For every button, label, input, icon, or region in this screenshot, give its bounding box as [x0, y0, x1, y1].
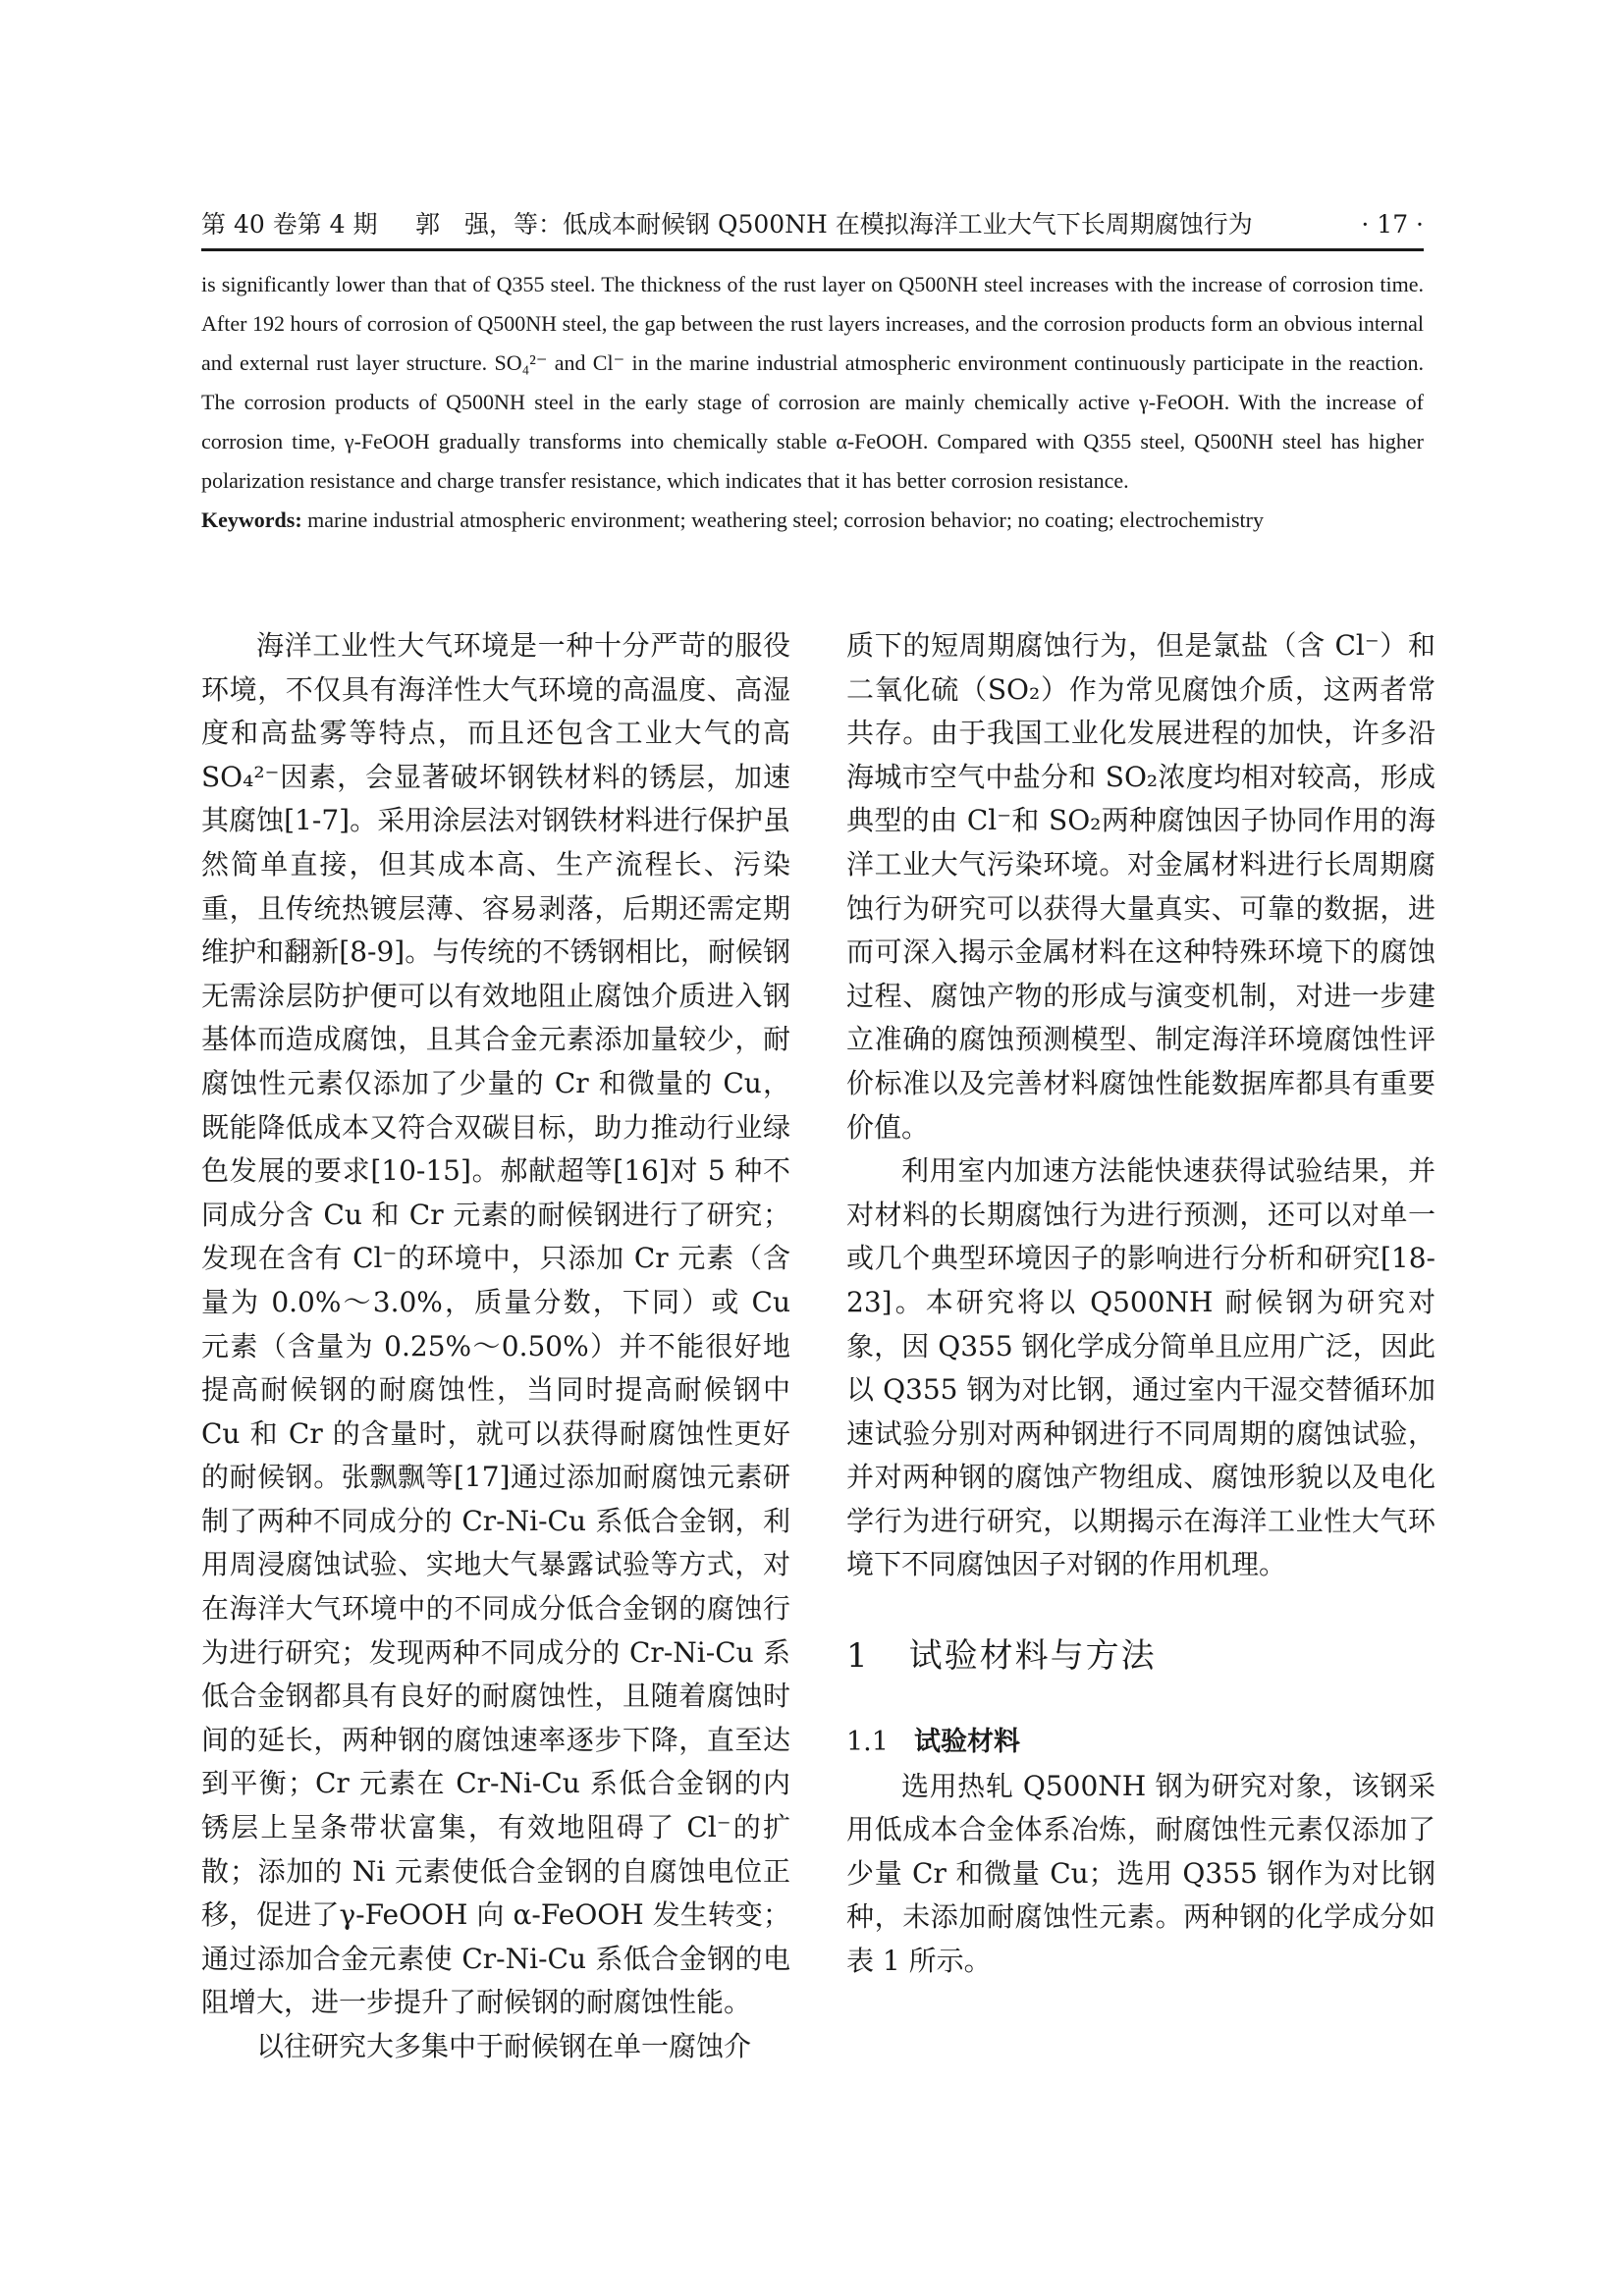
materials-paragraph: 选用热轧 Q500NH 钢为研究对象，该钢采用低成本合金体系冶炼，耐腐蚀性元素仅添加了少量 Cr 和微量 Cu；选用 Q355 钢作为对比钢种，未添加耐腐蚀性元素。两种钢的化学成分如表 1 所示。 — [846, 1769, 1435, 1978]
subsection-heading — [846, 1721, 1435, 1765]
left-column — [201, 624, 790, 2069]
intro-paragraph-3: 利用室内加速方法能快速获得试验结果，并对材料的长期腐蚀行为进行预测，还可以对单一或几个典型环境因子的影响进行分析和研究[18-23]。本研究将以 Q500NH 耐候钢为研究对象，因 Q355 钢化学成分简单且应用广泛，因此以 Q355 钢为对比钢，通过室内干湿交替循环加速试验分别对两种钢进行不同周期的腐蚀试验，并对两种钢的腐蚀产物组成、腐蚀形貌以及电化学行为进行研究，以期揭示在海洋工业性大气环境下不同腐蚀因子对钢的作用机理。 — [846, 1154, 1435, 1581]
keywords-text: marine industrial atmospheric environment; weathering steel; corrosion behavior; no coating; electrochemistry — [307, 507, 1264, 532]
section-heading — [846, 1634, 1435, 1678]
running-title: 郭 强，等：低成本耐候钢 Q500NH 在模拟海洋工业大气下长周期腐蚀行为 — [415, 210, 1253, 239]
journal-volume-issue: 第 40 卷第 4 期 — [201, 210, 378, 239]
intro-paragraph-1: 海洋工业性大气环境是一种十分严苛的服役环境，不仅具有海洋性大气环境的高温度、高湿度和高盐雾等特点，而且还包含工业大气的高 SO₄²⁻因素，会显著破坏钢铁材料的锈层，加速其腐蚀[1-7]。采用涂层法对钢铁材料进行保护虽然简单直接，但其成本高、生产流程长、污染重，且传统热镀层薄、容易剥落，后期还需定期维护和翻新[8-9]。与传统的不锈钢相比，耐候钢无需涂层防护便可以有效地阻止腐蚀介质进入钢基体而造成腐蚀，且其合金元素添加量较少，耐腐蚀性元素仅添加了少量的 Cr 和微量的 Cu，既能降低成本又符合双碳目标，助力推动行业绿色发展的要求[10-15]。郝献超等[16]对 5 种不同成分含 Cu 和 Cr 元素的耐候钢进行了研究；发现在含有 Cl⁻的环境中，只添加 Cr 元素（含量为 0.0%～3.0%，质量分数，下同）或 Cu 元素（含量为 0.25%～0.50%）并不能很好地提高耐候钢的耐腐蚀性，当同时提高耐候钢中 Cu 和 Cr 的含量时，就可以获得耐腐蚀性更好的耐候钢。张飘飘等[17]通过添加耐腐蚀元素研制了两种不同成分的 Cr-Ni-Cu 系低合金钢，利用周浸腐蚀试验、实地大气暴露试验等方式，对在海洋大气环境中的不同成分低合金钢的腐蚀行为进行研究；发现两种不同成分的 Cr-Ni-Cu 系低合金钢都具有良好的耐腐蚀性，且随着腐蚀时间的延长，两种钢的腐蚀速率逐步下降，直至达到平衡；Cr 元素在 Cr-Ni-Cu 系低合金钢的内锈层上呈条带状富集，有效地阻碍了 Cl⁻的扩散；添加的 Ni 元素使低合金钢的自腐蚀电位正移，促进了γ-FeOOH 向 α-FeOOH 发生转变；通过添加合金元素使 Cr-Ni-Cu 系低合金钢的电阻增大，进一步提升了耐候钢的耐腐蚀性能。 — [201, 629, 790, 2019]
subsection-number: 1.1 — [846, 1727, 889, 1758]
keywords-line — [201, 501, 1424, 540]
running-header — [201, 201, 1424, 248]
subsection-title: 试验材料 — [913, 1727, 1020, 1758]
abstract-continuation: is significantly lower than that of Q355 steel. The thickness of the rust layer on Q500NH steel increases with the increase of corrosion time. After 192 hours of corrosion of Q500NH steel, the gap between the rust layers increases, and the corrosion products form an obvious internal and external rust layer structure. SO₄²⁻ and Cl⁻ in the marine industrial atmospheric environment continuously participate in the reaction. The corrosion products of Q500NH steel in the early stage of corrosion are mainly chemically active γ-FeOOH. With the increase of corrosion time, γ-FeOOH gradually transforms into chemically stable α-FeOOH. Compared with Q355 steel, Q500NH steel has higher polarization resistance and charge transfer resistance, which indicates that it has better corrosion resistance. — [201, 272, 1424, 493]
section-number: 1 — [846, 1636, 870, 1677]
keywords-label: Keywords: — [201, 507, 302, 532]
section-title: 试验材料与方法 — [908, 1636, 1157, 1677]
english-abstract — [201, 265, 1424, 540]
page-number: · 17 · — [1361, 210, 1424, 239]
header-rule — [201, 248, 1424, 251]
right-column — [846, 624, 1435, 1984]
intro-paragraph-2-start: 以往研究大多集中于耐候钢在单一腐蚀介 — [256, 2030, 752, 2062]
intro-paragraph-2-end: 质下的短周期腐蚀行为，但是氯盐（含 Cl⁻）和二氧化硫（SO₂）作为常见腐蚀介质，这两者常共存。由于我国工业化发展进程的加快，许多沿海城市空气中盐分和 SO₂浓度均相对较高，形成典型的由 Cl⁻和 SO₂两种腐蚀因子协同作用的海洋工业大气污染环境。对金属材料进行长周期腐蚀行为研究可以获得大量真实、可靠的数据，进而可深入揭示金属材料在这种特殊环境下的腐蚀过程、腐蚀产物的形成与演变机制，对进一步建立准确的腐蚀预测模型、制定海洋环境腐蚀性评价标准以及完善材料腐蚀性能数据库都具有重要价值。 — [846, 629, 1435, 1144]
